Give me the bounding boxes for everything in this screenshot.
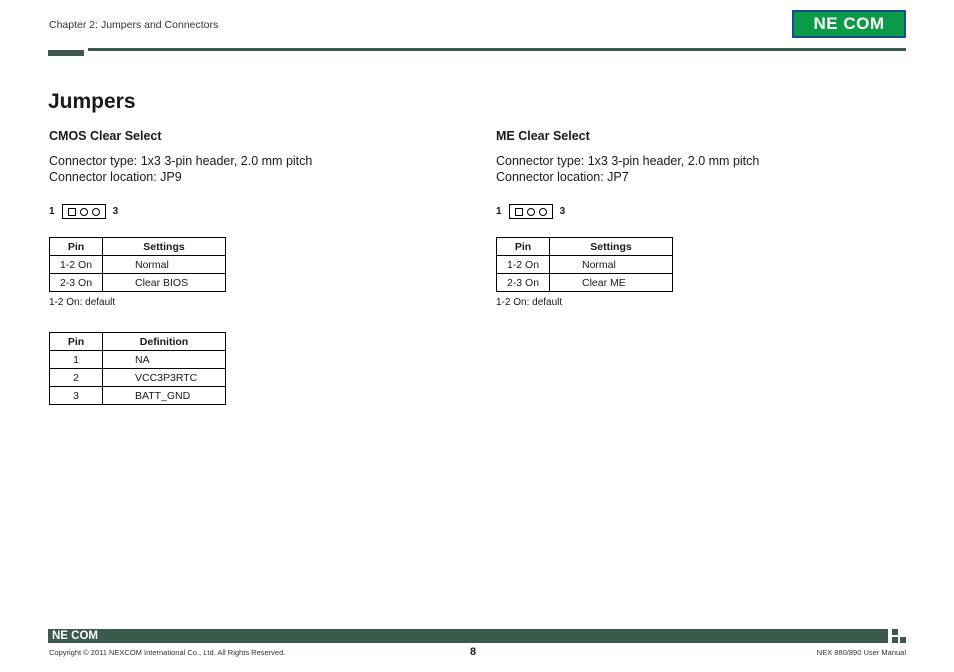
nexcom-logo: NE COM (792, 10, 906, 38)
pin-label-start: 1 (496, 206, 502, 217)
column-header: Definition (103, 333, 226, 351)
connector-location: Connector location: JP9 (49, 170, 182, 184)
table-cell: Normal (103, 256, 226, 274)
pin-header (62, 204, 106, 219)
table-header-row (497, 238, 673, 256)
table-cell: Clear ME (550, 274, 673, 292)
table-header-row (50, 333, 226, 351)
table-row (50, 351, 226, 369)
column-header: Pin (50, 238, 103, 256)
section-heading: ME Clear Select (496, 129, 590, 143)
table-cell: 2 (50, 369, 103, 387)
round-pin-icon (80, 208, 88, 216)
column-header: Pin (50, 333, 103, 351)
round-pin-icon (539, 208, 547, 216)
table-cell: 2-3 On (497, 274, 550, 292)
chapter-title: Chapter 2: Jumpers and Connectors (49, 19, 219, 31)
corner-square-icon (892, 637, 898, 643)
default-note: 1-2 On: default (496, 297, 563, 308)
table-cell: BATT_GND (103, 387, 226, 405)
connector-type: Connector type: 1x3 3-pin header, 2.0 mm pitch (49, 154, 313, 168)
table-row (50, 369, 226, 387)
table-row (497, 256, 673, 274)
column-header: Settings (103, 238, 226, 256)
connector-type: Connector type: 1x3 3-pin header, 2.0 mm pitch (496, 154, 760, 168)
pin-label-start: 1 (49, 206, 55, 217)
table-cell: 1-2 On (50, 256, 103, 274)
square-pin-icon (68, 208, 76, 216)
pin-label-end: 3 (559, 206, 566, 217)
table-header-row (50, 238, 226, 256)
pin-label-end: 3 (112, 206, 119, 217)
settings-table (496, 237, 673, 292)
pin-header (509, 204, 553, 219)
table-row (50, 256, 226, 274)
column-header: Pin (497, 238, 550, 256)
round-pin-icon (92, 208, 100, 216)
header-accent (48, 50, 84, 56)
table-cell: Normal (550, 256, 673, 274)
column-header: Settings (550, 238, 673, 256)
corner-square-icon (900, 637, 906, 643)
header-rule (88, 48, 906, 51)
table-cell: Clear BIOS (103, 274, 226, 292)
square-pin-icon (515, 208, 523, 216)
footer-bar (48, 629, 888, 643)
default-note: 1-2 On: default (49, 297, 116, 308)
table-row (50, 387, 226, 405)
copyright: Copyright © 2011 NEXCOM International Co., Ltd. All Rights Reserved. (49, 648, 286, 657)
table-row (497, 274, 673, 292)
table-cell: VCC3P3RTC (103, 369, 226, 387)
round-pin-icon (527, 208, 535, 216)
table-cell: 3 (50, 387, 103, 405)
page-title: Jumpers (48, 90, 136, 113)
table-cell: 1 (50, 351, 103, 369)
section-heading: CMOS Clear Select (49, 129, 162, 143)
settings-table (49, 237, 226, 292)
me-clear-section (496, 129, 826, 308)
definition-table (49, 332, 226, 405)
table-row (50, 274, 226, 292)
connector-location: Connector location: JP7 (496, 170, 629, 184)
pin-header-diagram (49, 204, 379, 219)
table-cell: NA (103, 351, 226, 369)
table-cell: 2-3 On (50, 274, 103, 292)
corner-square-icon (892, 629, 898, 635)
manual-title: NEX 880/890 User Manual (816, 648, 906, 657)
table-cell: 1-2 On (497, 256, 550, 274)
footer-logo: NE COM (52, 630, 98, 642)
cmos-clear-section (49, 129, 379, 405)
page-number: 8 (470, 646, 477, 658)
pin-header-diagram (496, 204, 826, 219)
